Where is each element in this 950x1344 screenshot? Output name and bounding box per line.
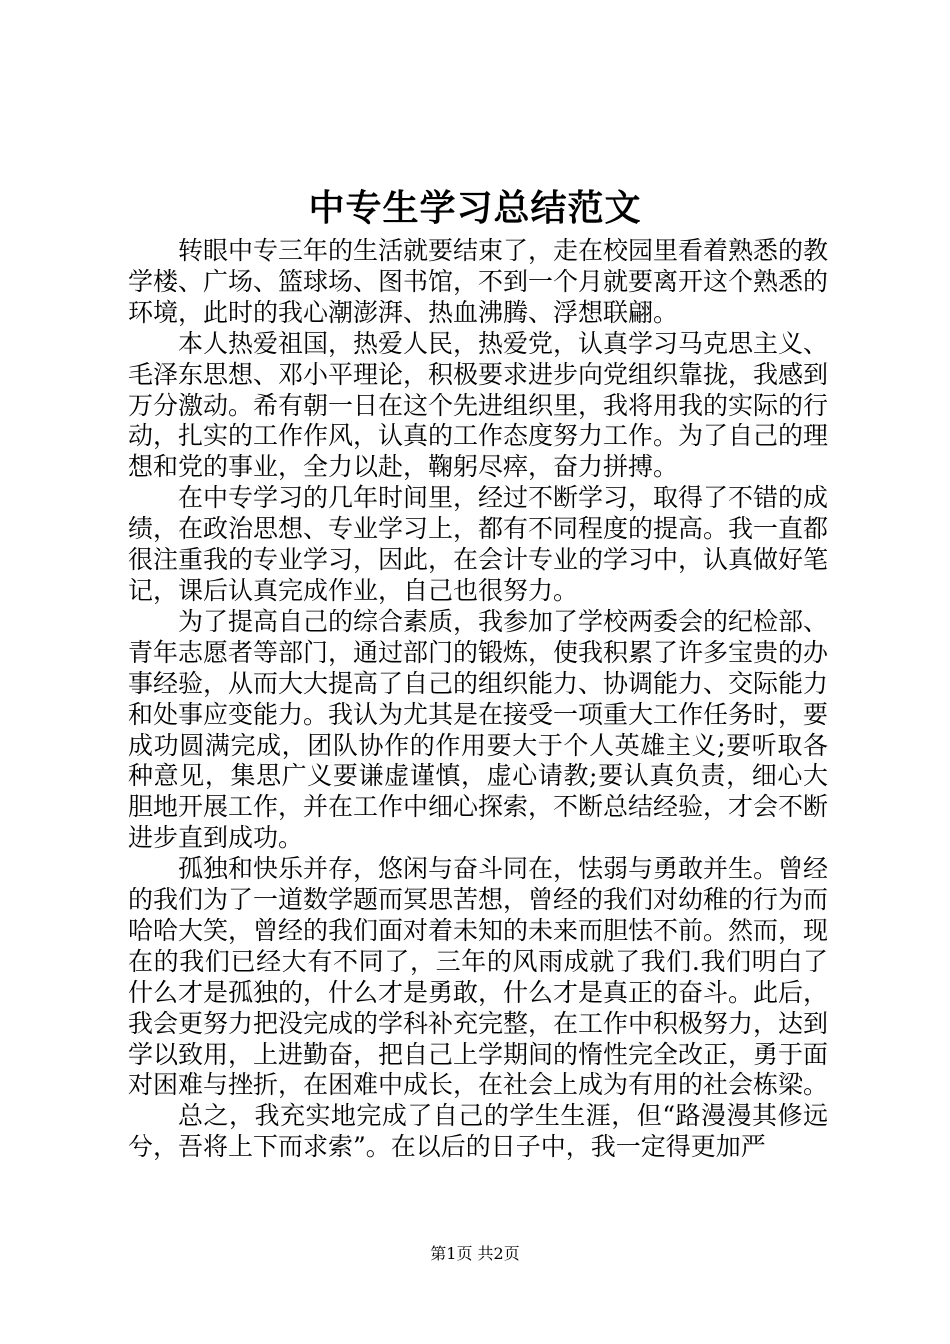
- paragraph-3: 在中专学习的几年时间里，经过不断学习，取得了不错的成绩，在政治思想、专业学习上，都有不同程度的提高。我一直都很注重我的专业学习，因此，在会计专业的学习中，认真做好笔记，课后认真完成作业，自己也很努力。: [128, 483, 829, 605]
- document-body: [128, 236, 828, 1163]
- paragraph-2: 本人热爱祖国，热爱人民，热爱党，认真学习马克思主义、毛泽东思想、邓小平理论，积极要求进步向党组织靠拢，我感到万分激动。希有朝一日在这个先进组织里，我将用我的实际的行动，扎实的工作作风，认真的工作态度努力工作。为了自己的理想和党的事业，全力以赴，鞠躬尽瘁，奋力拼搏。: [128, 328, 829, 482]
- page-number-footer: 第1页 共2页: [430, 1244, 520, 1263]
- paragraph-1: 转眼中专三年的生活就要结束了，走在校园里看着熟悉的教学楼、广场、篮球场、图书馆，不到一个月就要离开这个熟悉的环境，此时的我心潮澎湃、热血沸腾、浮想联翩。: [128, 236, 829, 327]
- paragraph-5: 孤独和快乐并存，悠闲与奋斗同在，怯弱与勇敢并生。曾经的我们为了一道数学题而冥思苦想，曾经的我们对幼稚的行为而哈哈大笑，曾经的我们面对着未知的未来而胆怯不前。然而，现在的我们已经大有不同了，三年的风雨成就了我们.我们明白了什么才是孤独的，什么才是勇敢，什么才是真正的奋斗。此后，我会更努力把没完成的学科补充完整，在工作中积极努力，达到学以致用，上进勤奋，把自己上学期间的惰性完全改正，勇于面对困难与挫折，在困难中成长，在社会上成为有用的社会栋梁。: [128, 854, 829, 1100]
- document-title: 中专生学习总结范文: [308, 187, 642, 229]
- paragraph-6: 总之，我充实地完成了自己的学生生涯，但“路漫漫其修远兮，吾将上下而求索”。在以后的日子中，我一定得更加严: [128, 1101, 828, 1162]
- paragraph-4: 为了提高自己的综合素质，我参加了学校两委会的纪检部、青年志愿者等部门，通过部门的锻炼，使我积累了许多宝贵的办事经验，从而大大提高了自己的组织能力、协调能力、交际能力和处事应变能力。我认为尤其是在接受一项重大工作任务时，要成功圆满完成，团队协作的作用要大于个人英雄主义;要听取各种意见，集思广义要谦虚谨慎，虚心请教;要认真负责，细心大胆地开展工作，并在工作中细心探索，不断总结经验，才会不断进步直到成功。: [128, 606, 829, 853]
